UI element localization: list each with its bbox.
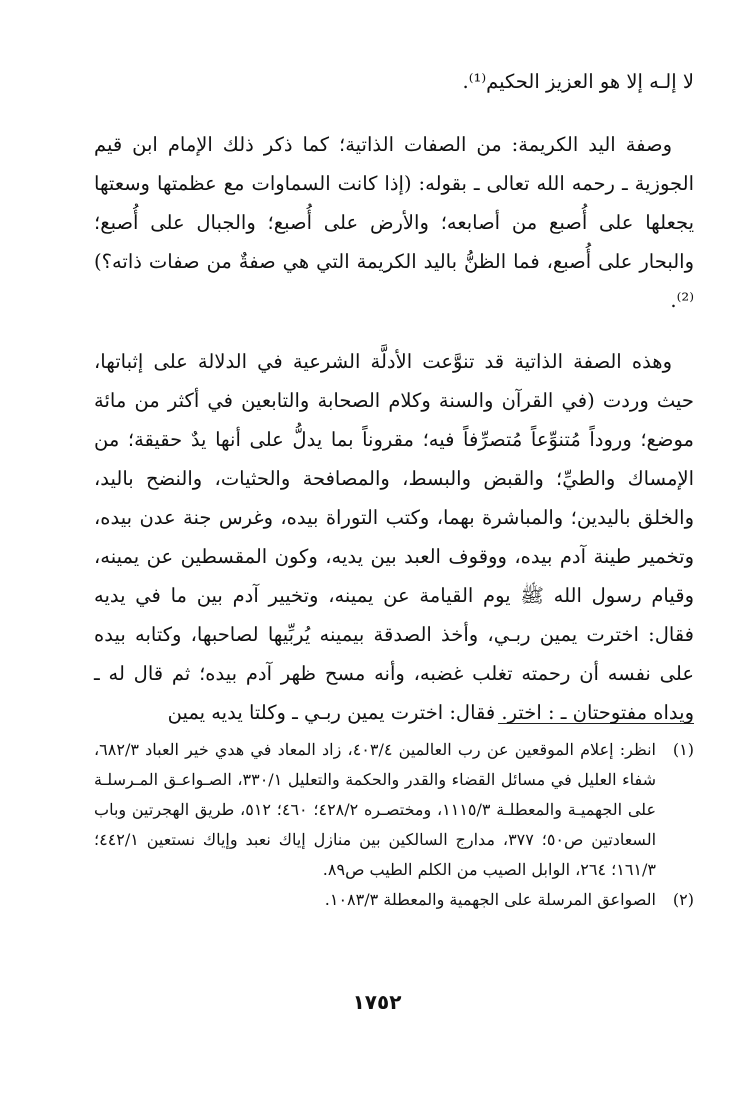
- footnotes: [94, 735, 694, 915]
- footnote-1-text: انظر: إعلام الموقعين عن رب العالمين ٤٠٣/٤، زاد المعاد في هدي خير العباد ٦٨٢/٣، شفاء العليل في مسائل القضاء والقدر والحكمة والتعليل ٣٣٠/١، الصـواعـق المـرسلـة على الجهميـة والمعطلـة ١١١٥/٣، ومختصـره ٤٢٨/٢؛ ٤٦٠؛ ٥١٢، طريق الهجرتين وباب السعادتين ص٥٠؛ ٣٧٧، مدارج السالكين بين منازل إياك نعبد وإياك نستعين ٤٤٢/١؛ ١٦١/٣؛ ٢٦٤، الوابل الصيب من الكلم الطيب ص٨٩.: [94, 740, 657, 879]
- footnote-2: [94, 885, 694, 915]
- paragraph-1: لا إلـه إلا هو العزيز الحكيم⁽¹⁾.: [462, 70, 694, 93]
- paragraph-2: وصفة اليد الكريمة: من الصفات الذاتية؛ كما ذكر ذلك الإمام ابن قيم الجوزية ـ رحمه الله تعالى ـ بقوله: (إذا كانت السماوات مع عظمتها وسعتها يجعلها على أُصبع من أصابعه؛ والأرض على أُصبع؛ والجبال على أُصبع؛ والبحار على أُصبع، فما الظنُّ باليد الكريمة التي هي صفةٌ من صفات ذاته؟)⁽²⁾.: [94, 133, 694, 312]
- footnote-1: [94, 735, 694, 885]
- main-text: [94, 62, 694, 732]
- footnote-2-number: (٢): [672, 890, 694, 909]
- page-number: ١٧٥٢: [352, 990, 402, 1014]
- footnote-1-number: (١): [672, 740, 694, 759]
- paragraph-3: وهذه الصفة الذاتية قد تنوَّعت الأدلَّة الشرعية في الدلالة على إثباتها، حيث وردت (في القرآن والسنة وكلام الصحابة والتابعين في أكثر من مائة موضع؛ وروداً مُتنوِّعاً مُتصرِّفاً فيه؛ مقروناً بما يدلُّ على أنها يدٌ حقيقة؛ من الإمساك والطيِّ؛ والقبض والبسط، والمصافحة والحثيات، والنضح باليد، والخلق باليدين؛ والمباشرة بهما، وكتب التوراة بيده، وغرس جنة عدن بيده، وتخمير طينة آدم بيده، ووقوف العبد بين يديه، وكون المقسطين عن يمينه، وقيام رسول الله ﷺ يوم القيامة عن يمينه، وتخيير آدم بين ما في يديه فقال: اخترت يمين ربـي، وأخذ الصدقة بيمينه يُربِّيها لصاحبها، وكتابه بيده على نفسه أن رحمته تغلب غضبه، وأنه مسح ظهر آدم بيده؛ ثم قال له ـ ويداه مفتوحتان ـ : اختر. فقال: اخترت يمين ربـي ـ وكلتا يديه يمين: [94, 350, 694, 724]
- footnote-2-text: الصواعق المرسلة على الجهمية والمعطلة ١٠٨٣/٣.: [324, 890, 656, 909]
- footnote-divider: [498, 723, 694, 724]
